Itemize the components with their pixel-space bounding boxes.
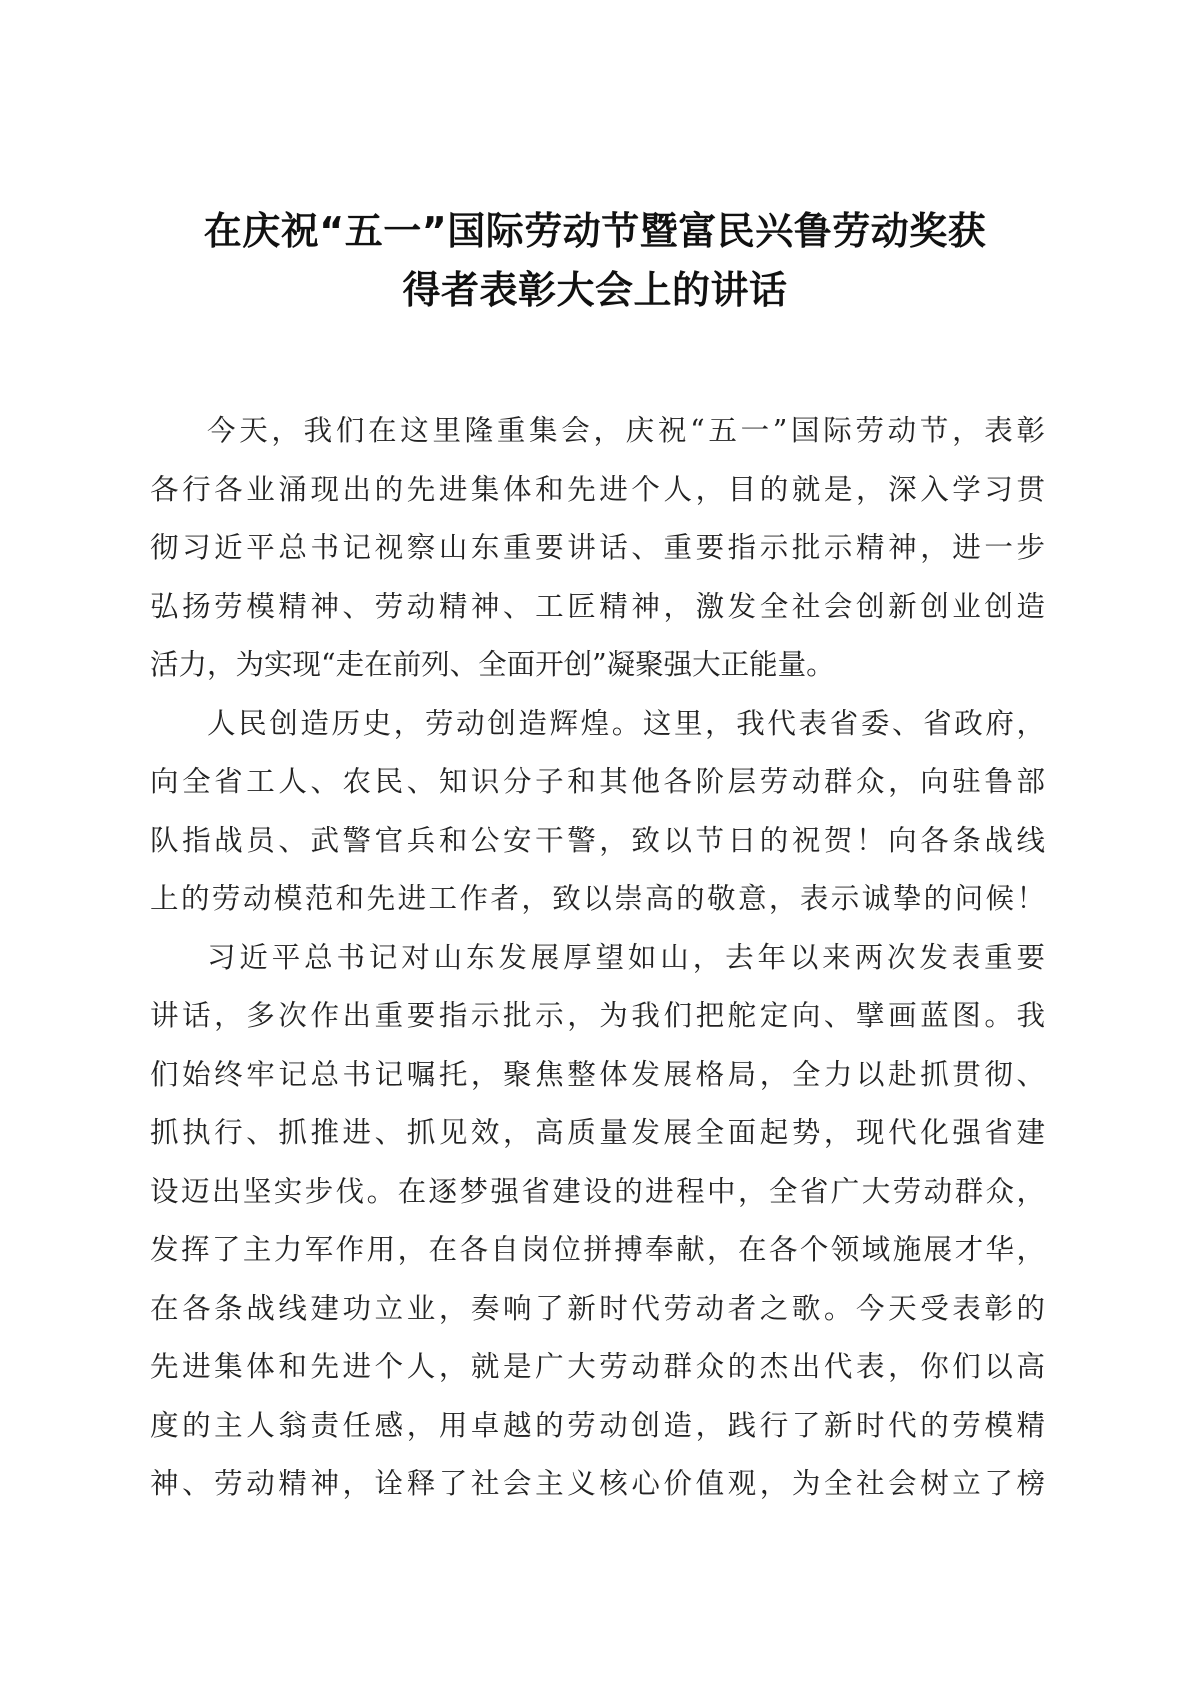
paragraph-3-line: 发挥了主力军作用，在各自岗位拼搏奉献，在各个领域施展才华， [150, 1233, 1045, 1266]
paragraph-2-line: 人民创造历史，劳动创造辉煌。这里，我代表省委、省政府， [207, 706, 1045, 740]
paragraph-3-line: 神、劳动精神，诠释了社会主义核心价值观，为全社会树立了榜 [150, 1467, 1045, 1500]
paragraph-1-line: 今天，我们在这里隆重集会，庆祝“五一”国际劳动节，表彰 [207, 414, 1045, 447]
paragraph-1-line: 彻习近平总书记视察山东重要讲话、重要指示批示精神，进一步 [150, 531, 1045, 564]
page-title [100, 202, 1090, 320]
paragraph-3-line: 们始终牢记总书记嘱托，聚焦整体发展格局，全力以赴抓贯彻、 [150, 1057, 1045, 1091]
paragraph-3-line: 度的主人翁责任感，用卓越的劳动创造，践行了新时代的劳模精 [150, 1408, 1045, 1442]
paragraph-3-line: 抓执行、抓推进、抓见效，高质量发展全面起势，现代化强省建 [150, 1116, 1045, 1149]
paragraph-3-line: 在各条战线建功立业，奏响了新时代劳动者之歌。今天受表彰的 [150, 1291, 1045, 1325]
paragraph-3-line: 设迈出坚实步伐。在逐梦强省建设的进程中，全省广大劳动群众， [150, 1174, 1045, 1208]
paragraph-3-line: 讲话，多次作出重要指示批示，为我们把舵定向、擘画蓝图。我 [150, 999, 1045, 1032]
paragraph-3-line: 习近平总书记对山东发展厚望如山，去年以来两次发表重要 [207, 940, 1045, 974]
paragraph-1-line: 弘扬劳模精神、劳动精神、工匠精神，激发全社会创新创业创造 [150, 589, 1045, 623]
paragraph-1-line: 活力，为实现“走在前列、全面开创”凝聚强大正能量。 [150, 648, 835, 681]
title-line: 在庆祝“五一”国际劳动节暨富民兴鲁劳动奖获 [203, 209, 987, 253]
paragraph-2-line: 队指战员、武警官兵和公安干警，致以节日的祝贺！向各条战线 [150, 823, 1045, 857]
paragraph-3-line: 先进集体和先进个人，就是广大劳动群众的杰出代表，你们以高 [150, 1350, 1045, 1383]
title-line: 得者表彰大会上的讲话 [402, 268, 788, 312]
paragraph-1-line: 各行各业涌现出的先进集体和先进个人，目的就是，深入学习贯 [150, 472, 1045, 506]
paragraph-2-line: 上的劳动模范和先进工作者，致以崇高的敬意，表示诚挚的问候！ [150, 882, 1045, 915]
speech-body [150, 402, 1045, 1514]
paragraph-2-line: 向全省工人、农民、知识分子和其他各阶层劳动群众，向驻鲁部 [150, 765, 1045, 798]
